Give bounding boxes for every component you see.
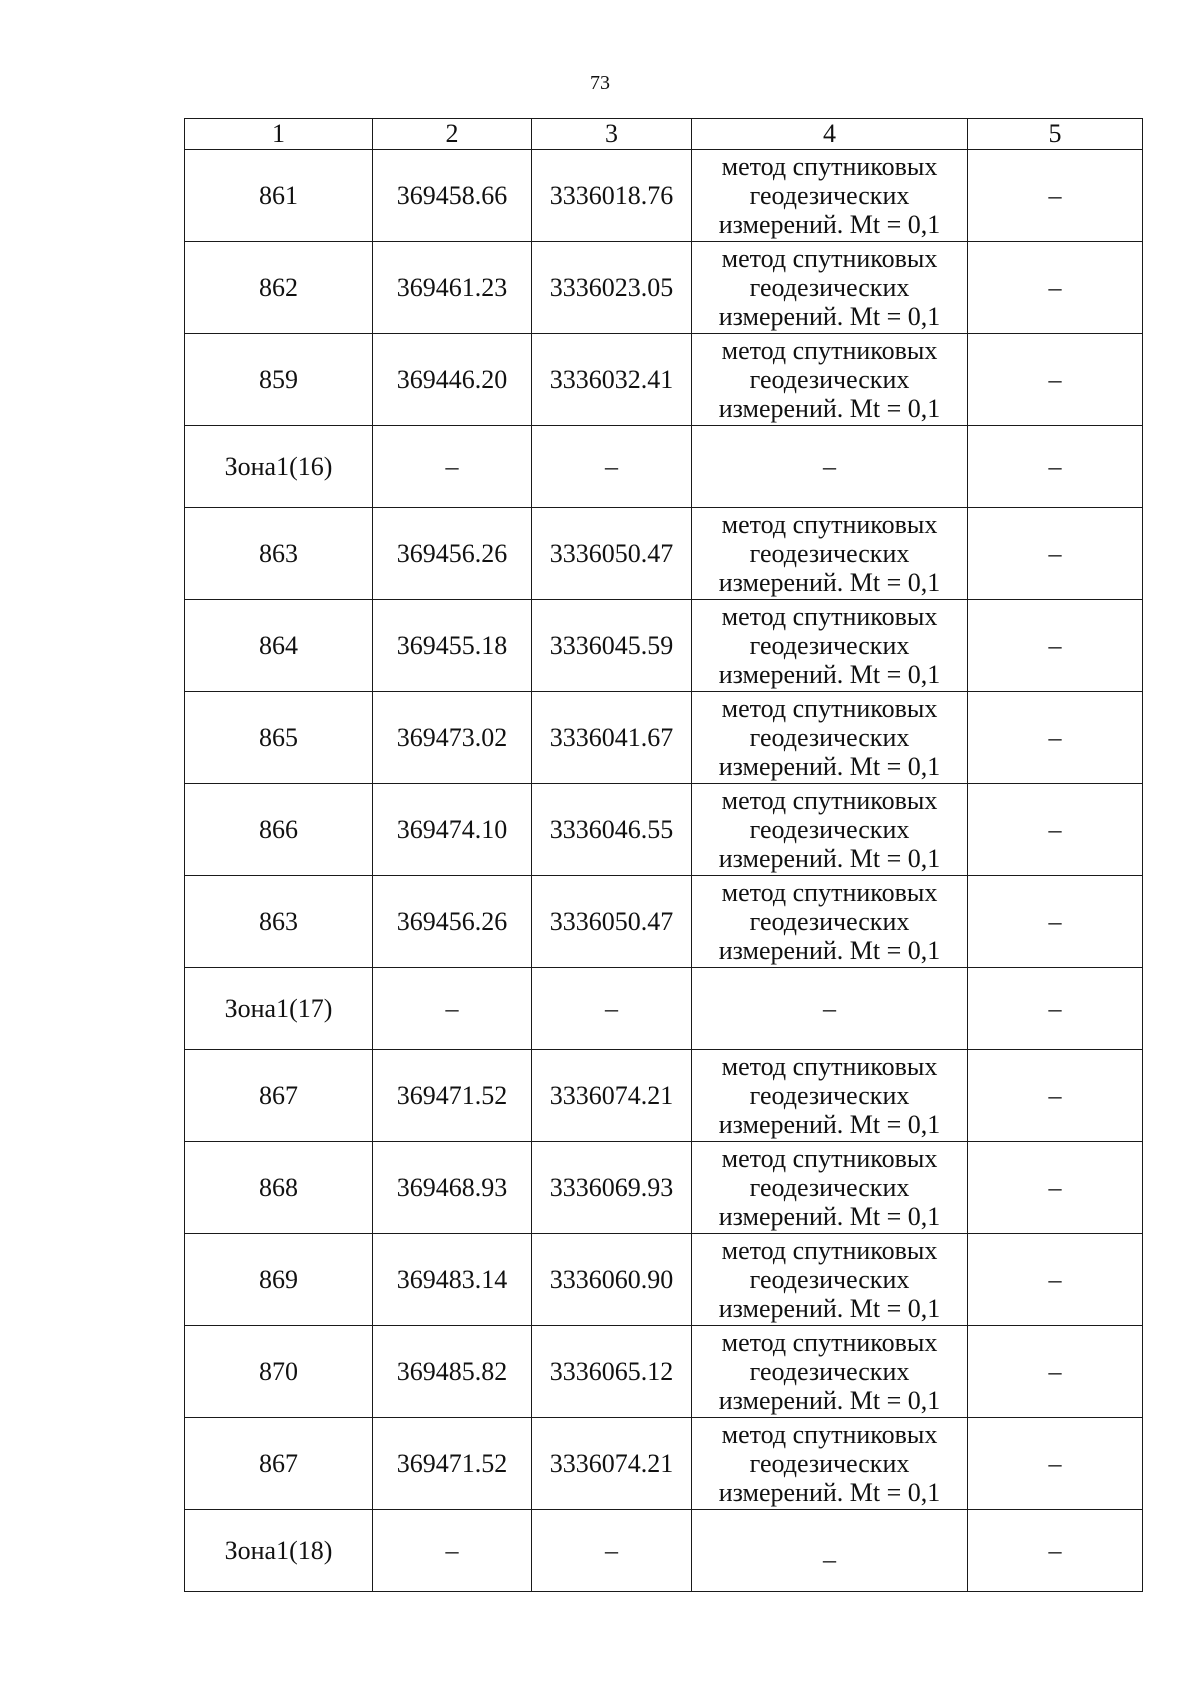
x-coordinate-cell: 369461.23 <box>373 242 532 334</box>
method-cell: метод спутниковых геодезических измерений. Mt = 0,1 <box>692 334 968 426</box>
point-number-cell: 864 <box>185 600 373 692</box>
x-coordinate-cell: 369474.10 <box>373 784 532 876</box>
x-coordinate-cell: 369456.26 <box>373 876 532 968</box>
method-cell: _ <box>692 1510 968 1592</box>
point-number-cell: 863 <box>185 876 373 968</box>
table-row <box>185 876 1143 968</box>
method-cell: метод спутниковых геодезических измерений. Mt = 0,1 <box>692 508 968 600</box>
method-cell: метод спутниковых геодезических измерений. Mt = 0,1 <box>692 784 968 876</box>
point-number-cell: 866 <box>185 784 373 876</box>
y-coordinate-cell: 3336018.76 <box>532 150 692 242</box>
point-number-cell: 863 <box>185 508 373 600</box>
note-cell: – <box>968 508 1143 600</box>
table-row <box>185 600 1143 692</box>
x-coordinate-cell: – <box>373 1510 532 1592</box>
table-row <box>185 1142 1143 1234</box>
header-cell-2: 2 <box>373 119 532 150</box>
method-cell: метод спутниковых геодезических измерений. Mt = 0,1 <box>692 876 968 968</box>
method-cell: метод спутниковых геодезических измерений. Mt = 0,1 <box>692 242 968 334</box>
note-cell: – <box>968 1234 1143 1326</box>
note-cell: – <box>968 150 1143 242</box>
x-coordinate-cell: 369455.18 <box>373 600 532 692</box>
y-coordinate-cell: 3336023.05 <box>532 242 692 334</box>
y-coordinate-cell: 3336069.93 <box>532 1142 692 1234</box>
note-cell: – <box>968 1142 1143 1234</box>
point-number-cell: 861 <box>185 150 373 242</box>
y-coordinate-cell: 3336046.55 <box>532 784 692 876</box>
table-row <box>185 1326 1143 1418</box>
table-row <box>185 150 1143 242</box>
x-coordinate-cell: 369471.52 <box>373 1418 532 1510</box>
x-coordinate-cell: 369483.14 <box>373 1234 532 1326</box>
header-cell-5: 5 <box>968 119 1143 150</box>
method-cell: метод спутниковых геодезических измерений. Mt = 0,1 <box>692 1050 968 1142</box>
x-coordinate-cell: – <box>373 968 532 1050</box>
method-cell: метод спутниковых геодезических измерений. Mt = 0,1 <box>692 600 968 692</box>
note-cell: – <box>968 242 1143 334</box>
method-cell: метод спутниковых геодезических измерений. Mt = 0,1 <box>692 1234 968 1326</box>
table-row <box>185 692 1143 784</box>
point-number-cell: 865 <box>185 692 373 784</box>
method-cell: метод спутниковых геодезических измерений. Mt = 0,1 <box>692 1142 968 1234</box>
point-number-cell: Зона1(18) <box>185 1510 373 1592</box>
note-cell: – <box>968 1510 1143 1592</box>
note-cell: – <box>968 784 1143 876</box>
method-cell: – <box>692 426 968 508</box>
header-cell-3: 3 <box>532 119 692 150</box>
x-coordinate-cell: 369473.02 <box>373 692 532 784</box>
y-coordinate-cell: 3336050.47 <box>532 508 692 600</box>
y-coordinate-cell: – <box>532 426 692 508</box>
point-number-cell: Зона1(16) <box>185 426 373 508</box>
y-coordinate-cell: 3336065.12 <box>532 1326 692 1418</box>
point-number-cell: 867 <box>185 1050 373 1142</box>
page-number: 73 <box>590 72 610 94</box>
point-number-cell: 868 <box>185 1142 373 1234</box>
zone-row <box>185 426 1143 508</box>
x-coordinate-cell: 369471.52 <box>373 1050 532 1142</box>
header-row <box>185 119 1143 150</box>
method-cell: метод спутниковых геодезических измерений. Mt = 0,1 <box>692 150 968 242</box>
point-number-cell: 869 <box>185 1234 373 1326</box>
note-cell: – <box>968 692 1143 784</box>
table-row <box>185 1418 1143 1510</box>
x-coordinate-cell: 369485.82 <box>373 1326 532 1418</box>
coordinates-table-container <box>184 118 1142 1592</box>
table-row <box>185 1050 1143 1142</box>
y-coordinate-cell: 3336060.90 <box>532 1234 692 1326</box>
note-cell: – <box>968 1326 1143 1418</box>
note-cell: – <box>968 1418 1143 1510</box>
y-coordinate-cell: 3336074.21 <box>532 1050 692 1142</box>
table-header <box>185 119 1143 150</box>
table-row <box>185 1234 1143 1326</box>
y-coordinate-cell: 3336050.47 <box>532 876 692 968</box>
note-cell: – <box>968 334 1143 426</box>
zone-row <box>185 1510 1143 1592</box>
point-number-cell: 870 <box>185 1326 373 1418</box>
point-number-cell: Зона1(17) <box>185 968 373 1050</box>
header-cell-4: 4 <box>692 119 968 150</box>
header-cell-1: 1 <box>185 119 373 150</box>
point-number-cell: 867 <box>185 1418 373 1510</box>
note-cell: – <box>968 600 1143 692</box>
zone-row <box>185 968 1143 1050</box>
x-coordinate-cell: – <box>373 426 532 508</box>
table-row <box>185 508 1143 600</box>
method-cell: метод спутниковых геодезических измерений. Mt = 0,1 <box>692 1418 968 1510</box>
note-cell: – <box>968 876 1143 968</box>
y-coordinate-cell: 3336045.59 <box>532 600 692 692</box>
method-cell: метод спутниковых геодезических измерений. Mt = 0,1 <box>692 692 968 784</box>
point-number-cell: 862 <box>185 242 373 334</box>
note-cell: – <box>968 426 1143 508</box>
table-row <box>185 334 1143 426</box>
point-number-cell: 859 <box>185 334 373 426</box>
table-row <box>185 242 1143 334</box>
y-coordinate-cell: – <box>532 1510 692 1592</box>
note-cell: – <box>968 968 1143 1050</box>
method-cell: метод спутниковых геодезических измерений. Mt = 0,1 <box>692 1326 968 1418</box>
y-coordinate-cell: 3336041.67 <box>532 692 692 784</box>
x-coordinate-cell: 369456.26 <box>373 508 532 600</box>
y-coordinate-cell: – <box>532 968 692 1050</box>
coordinates-table <box>184 118 1143 1592</box>
x-coordinate-cell: 369468.93 <box>373 1142 532 1234</box>
x-coordinate-cell: 369446.20 <box>373 334 532 426</box>
table-row <box>185 784 1143 876</box>
y-coordinate-cell: 3336074.21 <box>532 1418 692 1510</box>
x-coordinate-cell: 369458.66 <box>373 150 532 242</box>
note-cell: – <box>968 1050 1143 1142</box>
table-body <box>185 150 1143 1592</box>
method-cell: – <box>692 968 968 1050</box>
y-coordinate-cell: 3336032.41 <box>532 334 692 426</box>
